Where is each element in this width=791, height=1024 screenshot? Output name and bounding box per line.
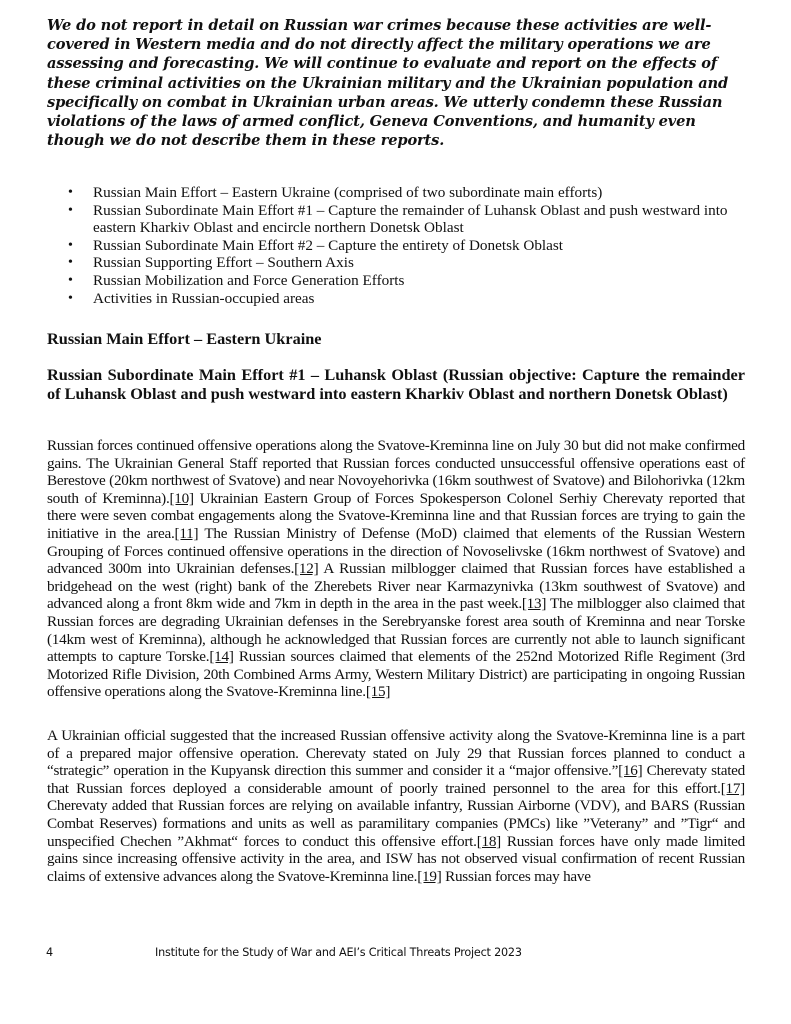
list-item-text: Russian Supporting Effort – Southern Axis xyxy=(93,254,354,272)
bullet-icon: • xyxy=(68,202,73,218)
paragraph-text: Cherevaty stated that Russian forces deployed a considerable amount of poorly trained personnel to the area for this effort. xyxy=(47,762,745,797)
list-item-text: Russian Subordinate Main Effort #2 – Capture the entirety of Donetsk Oblast xyxy=(93,236,564,254)
footnote-link[interactable]: [16] xyxy=(618,762,643,780)
war-crimes-disclaimer: We do not report in detail on Russian war crimes because these activities are well-covered in Western media and do not directly affect the military operations we are assessing and forecasting. We will continue to evaluate and report on the effects of these criminal activities on the Ukrainian military and the Ukrainian population and specifically on combat in Ukrainian urban areas. We utterly condemn these Russian violations of the laws of armed conflict, Geneva Conventions, and humanity even though we do not describe them in these reports. xyxy=(47,17,729,150)
bullet-icon: • xyxy=(68,272,73,288)
paragraph-luhansk-operations xyxy=(47,437,745,701)
paragraph-ukrainian-official xyxy=(47,727,745,885)
list-item-text: Activities in Russian-occupied areas xyxy=(93,289,315,307)
paragraph-text: Russian sources claimed that elements of the 252nd Motorized Rifle Regiment (3rd Motorized Rifle Division, 20th Combined Arms Army, Western Military District) are participating in ongoing Russian offensive operations along the Svatove-Kreminna line. xyxy=(47,648,745,701)
paragraph-text: Ukrainian Eastern Group of Forces Spokesperson Colonel Serhiy Cherevaty reported that there were seven combat engagements along the Svatove-Kreminna line and that Russian forces are trying to gain the initiative in the area. xyxy=(47,489,745,542)
section-heading: Russian Main Effort – Eastern Ukraine xyxy=(47,329,322,348)
list-item xyxy=(47,290,745,308)
list-item xyxy=(47,272,745,290)
footnote-link[interactable]: [19] xyxy=(417,867,442,885)
bullet-icon: • xyxy=(68,185,73,200)
footnote-link[interactable]: [14] xyxy=(209,648,234,666)
list-item-text: Russian Main Effort – Eastern Ukraine (comprised of two subordinate main efforts) xyxy=(93,184,603,201)
footer-text: Institute for the Study of War and AEI’s Critical Threats Project 2023 xyxy=(155,946,522,959)
footnote-link[interactable]: [17] xyxy=(720,779,745,797)
paragraph-text: A Russian milblogger claimed that Russian forces have established a bridgehead on the west (right) bank of the Zherebets River near Karmazynivka (13km southwest of Svatove) and advanced along a front 8km wide and 7km in depth in the area in the past week. xyxy=(47,560,746,613)
page-footer xyxy=(0,945,791,963)
bullet-icon: • xyxy=(68,255,73,271)
paragraph-text: The Russian Ministry of Defense (MoD) claimed that elements of the Russian Western Grouping of Forces continued offensive operations in the direction of Novoselivske (16km northwest of Svatove) and advanced 300m into Ukrainian defenses. xyxy=(47,524,745,578)
list-item xyxy=(47,184,745,202)
footnote-link[interactable]: [12] xyxy=(294,560,319,578)
footnote-link[interactable]: [11] xyxy=(174,524,199,542)
paragraph-text: The milblogger also claimed that Russian forces are degrading Ukrainian defenses in the Serebryanske forest area south of Kreminna and near Torske (14km west of Kreminna), although he acknowledged that Russian forces are currently not able to launch significant attempts to capture Torske. xyxy=(47,595,746,666)
footnote-link[interactable]: [18] xyxy=(476,832,501,850)
list-item xyxy=(47,202,745,237)
list-item-text: Russian Subordinate Main Effort #1 – Capture the remainder of Luhansk Oblast and push westward into eastern Kharkiv Oblast and encircle northern Donetsk Oblast xyxy=(93,201,728,237)
bullet-icon: • xyxy=(68,290,73,306)
footnote-link[interactable]: [13] xyxy=(521,595,547,613)
paragraph-text: Cherevaty added that Russian forces are relying on available infantry, Russian Airborne (VDV), and BARS (Russian Combat Reserves) formations and units as well as paramilitary companies (PMCs) like ”Veterany” and ”Tigr“ and unspecified Chechen ”Akhmat“ forces to conduct this offensive effort. xyxy=(47,797,745,850)
paragraph-text: A Ukrainian official suggested that the increased Russian offensive activity along the Svatove-Kreminna line is a part of a prepared major offensive operation. Cherevaty stated on July 29 that Russian forces planned to conduct a “strategic” operation in the Kupyansk direction this summer and consider it a “major offensive.” xyxy=(47,727,745,780)
paragraph-text: Russian forces have only made limited gains since increasing offensive activity in the area, and ISW has not observed visual confirmation of recent Russian claims of extensive advances along the Svatove-Kreminna line. xyxy=(47,832,746,885)
page-number: 4 xyxy=(46,946,54,959)
list-item-text: Russian Mobilization and Force Generation Efforts xyxy=(93,271,405,289)
report-sections-list xyxy=(47,184,745,307)
paragraph-text: Russian forces may have xyxy=(441,867,591,885)
bullet-icon: • xyxy=(68,237,73,253)
footnote-link[interactable]: [10] xyxy=(169,489,194,507)
subsection-heading: Russian Subordinate Main Effort #1 – Luhansk Oblast (Russian objective: Capture the remainder of Luhansk Oblast and push westward into eastern Kharkiv Oblast and northern Donetsk Oblast) xyxy=(47,365,745,403)
list-item xyxy=(47,254,745,272)
footnote-link[interactable]: [15] xyxy=(365,683,391,701)
paragraph-text: Russian forces continued offensive operations along the Svatove-Kreminna line on July 30 but did not make confirmed gains. The Ukrainian General Staff reported that Russian forces conducted unsuccessful offensive operations east of Berestove (20km northwest of Svatove) and near Novoyehorivka (16km southwest of Svatove) and Bilohorivka (12km south of Kreminna). xyxy=(47,437,745,507)
list-item xyxy=(47,237,745,255)
